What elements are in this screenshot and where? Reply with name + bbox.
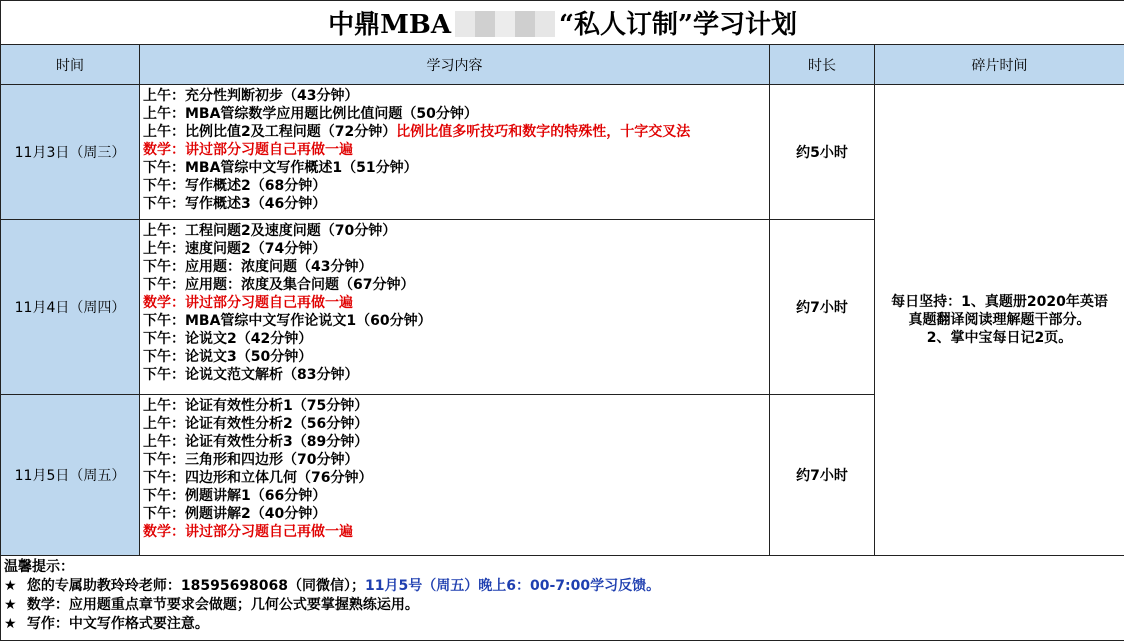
schedule-line: 下午：MBA管综中文写作论说文1（60分钟） [143,312,769,330]
footer-row [1,556,1124,641]
schedule-line: 上午：论证有效性分析3（89分钟） [143,433,769,451]
schedule-line: 下午：论说文2（42分钟） [143,330,769,348]
star-icon: ★ [4,596,22,615]
star-icon: ★ [4,577,22,596]
tip-item [4,596,1124,615]
schedule-line: 下午：例题讲解2（40分钟） [143,505,769,523]
fragment-line: 每日坚持：1、真题册2020年英语 [875,293,1124,311]
schedule-line [143,123,769,141]
day-content [140,85,770,220]
header-content: 学习内容 [140,45,770,85]
schedule-line: 下午：四边形和立体几何（76分钟） [143,469,769,487]
day-row [1,85,1124,220]
schedule-line: 下午：例题讲解1（66分钟） [143,487,769,505]
plan-title [1,1,1124,45]
day-date: 11月4日（周四） [1,220,140,395]
schedule-line: 上午：论证有效性分析2（56分钟） [143,415,769,433]
tip-text: 写作：中文写作格式要注意。 [22,616,209,632]
day-content [140,220,770,395]
schedule-line: 上午：工程问题2及速度问题（70分钟） [143,222,769,240]
schedule-line: 上午：充分性判断初步（43分钟） [143,87,769,105]
day-duration: 约7小时 [770,395,875,556]
header-fragment: 碎片时间 [875,45,1124,85]
header-row [1,45,1124,85]
schedule-line: 下午：应用题：浓度及集合问题（67分钟） [143,276,769,294]
header-time: 时间 [1,45,140,85]
day-duration: 约7小时 [770,220,875,395]
fragment-line: 真题翻译阅读理解题干部分。 [875,311,1124,329]
schedule-line: 下午：论说文3（50分钟） [143,348,769,366]
redacted-mosaic [455,11,555,37]
day-date: 11月5日（周五） [1,395,140,556]
title-suffix: “私人订制”学习计划 [559,10,797,40]
schedule-line: 下午：应用题：浓度问题（43分钟） [143,258,769,276]
schedule-line-math-review: 数学：讲过部分习题自己再做一遍 [143,141,769,159]
schedule-line-text: 上午：比例比值2及工程问题（72分钟） [143,124,396,140]
tip-text: 您的专属助教玲玲老师：18595698068（同微信）； [22,578,365,594]
star-icon: ★ [4,615,22,634]
title-prefix: 中鼎MBA [328,10,451,40]
feedback-schedule-note: 11月5号（周五）晚上6：00-7:00学习反馈。 [365,578,660,594]
schedule-line: 下午：写作概述3（46分钟） [143,195,769,213]
header-duration: 时长 [770,45,875,85]
schedule-line-math-review: 数学：讲过部分习题自己再做一遍 [143,523,769,541]
tip-item [4,577,1124,596]
schedule-line: 上午：MBA管综数学应用题比例比值问题（50分钟） [143,105,769,123]
fragment-line: 2、掌中宝每日记2页。 [875,329,1124,347]
schedule-line-math-review: 数学：讲过部分习题自己再做一遍 [143,294,769,312]
schedule-line: 下午：论说文范文解析（83分钟） [143,366,769,384]
study-tip-note: 比例比值多听技巧和数字的特殊性，十字交叉法 [396,124,690,140]
schedule-line: 上午：论证有效性分析1（75分钟） [143,397,769,415]
day-date: 11月3日（周三） [1,85,140,220]
schedule-line: 上午：速度问题2（74分钟） [143,240,769,258]
day-duration: 约5小时 [770,85,875,220]
schedule-line: 下午：MBA管综中文写作概述1（51分钟） [143,159,769,177]
tips-heading: 温馨提示： [4,558,1124,577]
tip-text: 数学：应用题重点章节要求会做题；几何公式要掌握熟练运用。 [22,597,419,613]
fragment-time-cell [875,85,1124,556]
schedule-line: 下午：三角形和四边形（70分钟） [143,451,769,469]
tip-item [4,615,1124,634]
schedule-line: 下午：写作概述2（68分钟） [143,177,769,195]
tips-section [1,556,1124,641]
day-content [140,395,770,556]
